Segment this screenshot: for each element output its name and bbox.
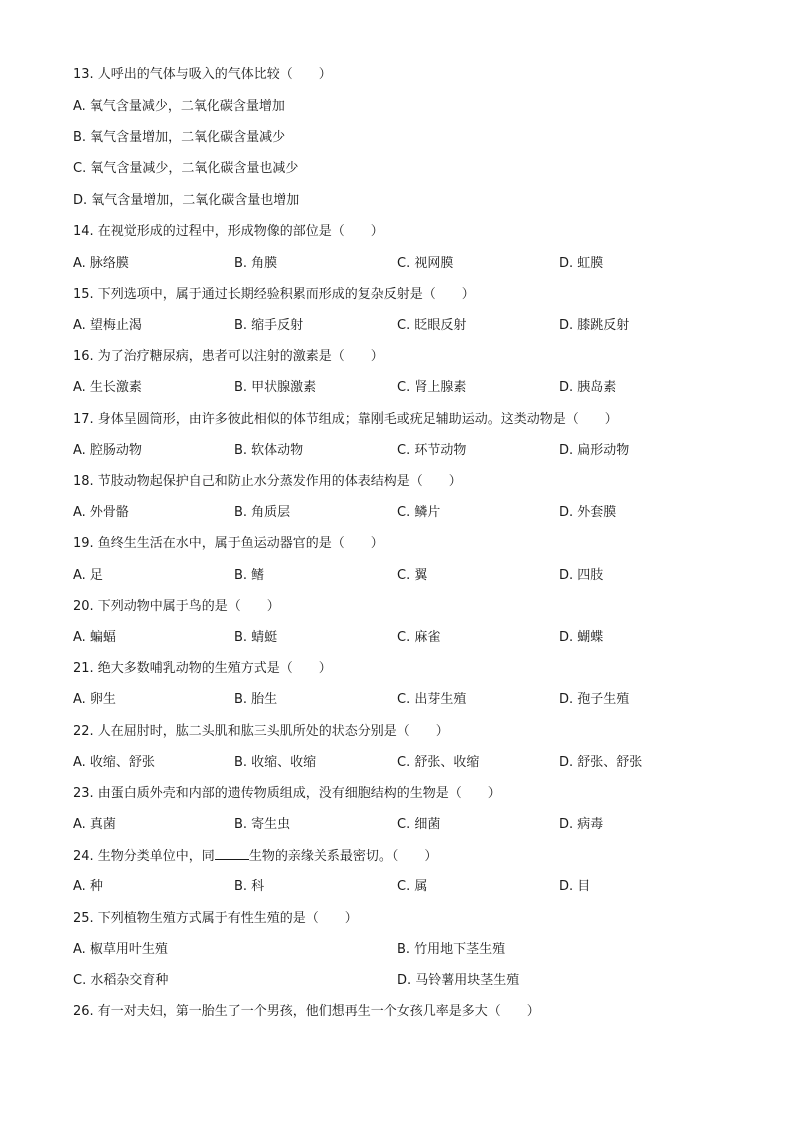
question-24-stem: [73, 847, 437, 866]
question-23-option-c: C. 细菌: [397, 817, 441, 832]
question-16-option-c: C. 肾上腺素: [397, 380, 467, 395]
question-21-option-d: D. 孢子生殖: [559, 692, 630, 707]
question-14-option-a: A. 脉络膜: [73, 256, 129, 271]
question-15-option-d: D. 膝跳反射: [559, 318, 630, 333]
question-13-option-d: D. 氧气含量增加，二氧化碳含量也增加: [73, 193, 300, 208]
question-24-option-d: D. 目: [559, 879, 591, 894]
question-21-option-a: A. 卵生: [73, 692, 116, 707]
question-20-option-d: D. 蝴蝶: [559, 630, 604, 645]
question-24-option-a: A. 种: [73, 879, 103, 894]
question-16-option-b: B. 甲状腺激素: [234, 380, 317, 395]
question-20-option-b: B. 蜻蜓: [234, 630, 278, 645]
question-17-stem: 17. 身体呈圆筒形，由许多彼此相似的体节组成；靠刚毛或疣足辅助运动。这类动物是（ ）: [73, 412, 618, 427]
question-15-option-b: B. 缩手反射: [234, 318, 304, 333]
question-16-option-a: A. 生长激素: [73, 380, 142, 395]
question-17-option-c: C. 环节动物: [397, 443, 467, 458]
question-18-option-d: D. 外套膜: [559, 505, 617, 520]
question-20-stem: 20. 下列动物中属于鸟的是（ ）: [73, 599, 280, 614]
question-22-option-c: C. 舒张、收缩: [397, 755, 480, 770]
question-22-stem: 22. 人在屈肘时，肱二头肌和肱三头肌所处的状态分别是（ ）: [73, 724, 449, 739]
question-17-option-b: B. 软体动物: [234, 443, 304, 458]
question-24-option-c: C. 属: [397, 879, 428, 894]
question-13-option-c: C. 氧气含量减少，二氧化碳含量也减少: [73, 161, 299, 176]
question-22-option-b: B. 收缩、收缩: [234, 755, 317, 770]
question-15-option-c: C. 眨眼反射: [397, 318, 467, 333]
question-25-option-c: C. 水稻杂交育种: [73, 973, 169, 988]
question-22-option-a: A. 收缩、舒张: [73, 755, 155, 770]
question-19-option-d: D. 四肢: [559, 568, 604, 583]
question-24-option-b: B. 科: [234, 879, 265, 894]
question-23-option-d: D. 病毒: [559, 817, 604, 832]
question-17-option-d: D. 扁形动物: [559, 443, 630, 458]
question-25-stem: 25. 下列植物生殖方式属于有性生殖的是（ ）: [73, 911, 358, 926]
question-18-stem: 18. 节肢动物起保护自己和防止水分蒸发作用的体表结构是（ ）: [73, 474, 462, 489]
question-14-stem: 14. 在视觉形成的过程中，形成物像的部位是（ ）: [73, 224, 384, 239]
question-24-stem-start: 24. 生物分类单位中，同: [73, 849, 215, 864]
question-23-option-a: A. 真菌: [73, 817, 116, 832]
question-16-stem: 16. 为了治疗糖尿病，患者可以注射的激素是（ ）: [73, 349, 384, 364]
question-16-option-d: D. 胰岛素: [559, 380, 617, 395]
question-21-option-b: B. 胎生: [234, 692, 278, 707]
question-19-option-b: B. 鳍: [234, 568, 265, 583]
question-19-option-c: C. 翼: [397, 568, 428, 583]
question-14-option-d: D. 虹膜: [559, 256, 604, 271]
question-20-option-a: A. 蝙蝠: [73, 630, 116, 645]
question-13-option-a: A. 氧气含量减少，二氧化碳含量增加: [73, 99, 285, 114]
question-18-option-b: B. 角质层: [234, 505, 291, 520]
question-15-option-a: A. 望梅止渴: [73, 318, 142, 333]
question-24-stem-end: 生物的亲缘关系最密切。（ ）: [248, 849, 438, 864]
question-25-option-d: D. 马铃薯用块茎生殖: [397, 973, 520, 988]
question-13-option-b: B. 氧气含量增加，二氧化碳含量减少: [73, 130, 286, 145]
question-15-stem: 15. 下列选项中，属于通过长期经验积累而形成的复杂反射是（ ）: [73, 287, 475, 302]
question-22-option-d: D. 舒张、舒张: [559, 755, 643, 770]
question-23-stem: 23. 由蛋白质外壳和内部的遗传物质组成，没有细胞结构的生物是（ ）: [73, 786, 501, 801]
question-19-option-a: A. 足: [73, 568, 103, 583]
question-14-option-c: C. 视网膜: [397, 256, 454, 271]
question-21-stem: 21. 绝大多数哺乳动物的生殖方式是（ ）: [73, 661, 332, 676]
question-23-option-b: B. 寄生虫: [234, 817, 291, 832]
answer-blank: [215, 847, 249, 860]
question-25-option-a: A. 椒草用叶生殖: [73, 942, 168, 957]
question-17-option-a: A. 腔肠动物: [73, 443, 142, 458]
question-18-option-a: A. 外骨骼: [73, 505, 129, 520]
question-18-option-c: C. 鳞片: [397, 505, 441, 520]
question-19-stem: 19. 鱼终生生活在水中，属于鱼运动器官的是（ ）: [73, 536, 384, 551]
question-21-option-c: C. 出芽生殖: [397, 692, 467, 707]
question-26-stem: 26. 有一对夫妇，第一胎生了一个男孩，他们想再生一个女孩几率是多大（ ）: [73, 1004, 540, 1019]
question-20-option-c: C. 麻雀: [397, 630, 441, 645]
question-14-option-b: B. 角膜: [234, 256, 278, 271]
question-13-stem: 13. 人呼出的气体与吸入的气体比较（ ）: [73, 67, 332, 82]
question-25-option-b: B. 竹用地下茎生殖: [397, 942, 506, 957]
